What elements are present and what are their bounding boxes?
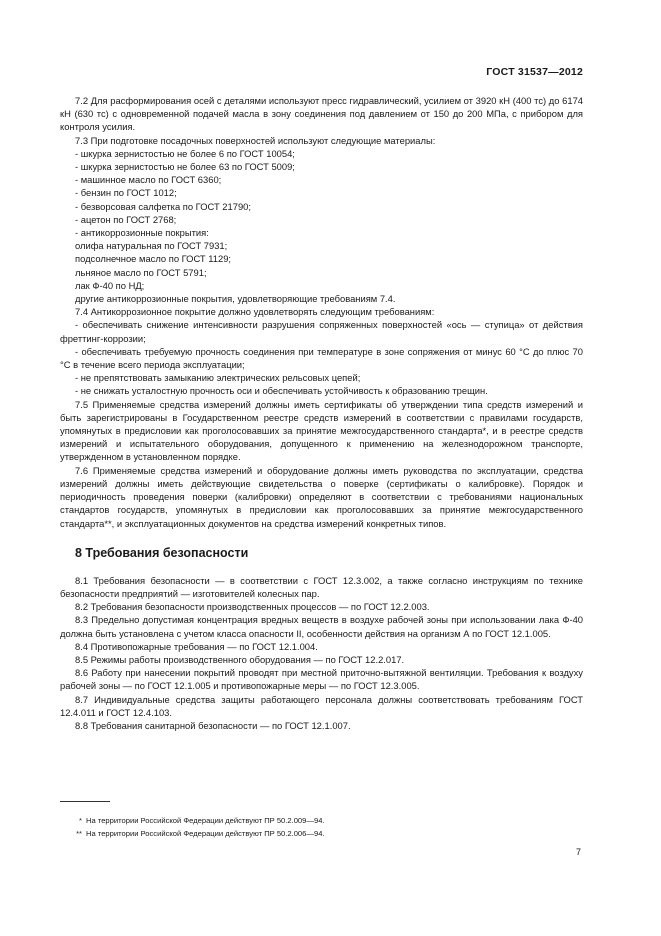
paragraph-7-2: 7.2 Для расформирования осей с деталями используют пресс гидравлический, усилием от 3920 кН (400 тс) до 6174 кН (630 тс) с одновременной подачей масла в зону соединения под давлением от 150 до 200 МПа, с прибором для контроля усилия. [60, 95, 583, 133]
list-item: - ацетон по ГОСТ 2768; [75, 213, 177, 225]
footnote-divider [60, 801, 110, 802]
coating-item: олифа натуральная по ГОСТ 7931; [75, 240, 228, 252]
paragraph-8-7: 8.7 Индивидуальные средства защиты работающего персонала должны соответствовать требованиям ГОСТ 12.4.011 и ГОСТ 12.4.103. [60, 693, 583, 718]
paragraph-8-5: 8.5 Режимы работы производственного оборудования — по ГОСТ 12.2.017. [75, 653, 405, 665]
coating-item: подсолнечное масло по ГОСТ 1129; [75, 253, 232, 265]
list-item: - бензин по ГОСТ 1012; [75, 187, 177, 199]
paragraph-7-4: 7.4 Антикоррозионное покрытие должно удовлетворять следующим требованиям: [75, 306, 435, 318]
footnote-mark: ** [76, 829, 82, 838]
page-number: 7 [575, 847, 581, 857]
footnote-text: На территории Российской Федерации действуют ПР 50.2.006—94. [86, 829, 325, 838]
list-item: - шкурка зернистостью не более 6 по ГОСТ 10054; [75, 147, 295, 159]
paragraph-7-6: 7.6 Применяемые средства измерений и оборудование должны иметь руководства по эксплуатации, средства измерений должны иметь действующие свидетельства о поверке (сертификаты о калибровке). Порядок и периодичность проведения поверки (калибровки) определяют в соответствии с требованиями национальных стандартов государств, упомянутых в предисловии как проголосовавших за принятие межгосударственного стандарта**, и эксплуатационных документов на средства измерений конкретных типов. [60, 464, 583, 529]
document-code: ГОСТ 31537—2012 [486, 66, 583, 78]
list-item: - не снижать усталостную прочность оси и обеспечивать устойчивость к образованию трещин. [75, 385, 488, 397]
list-item: - шкурка зернистостью не более 63 по ГОСТ 5009; [75, 161, 295, 173]
paragraph-8-3: 8.3 Предельно допустимая концентрация вредных веществ в воздухе рабочей зоны при использовании лака Ф-40 должна быть установлена с учетом класса опасности II, особенности действия на организм А по ГОСТ 12.1.005. [60, 614, 583, 639]
list-item: - обеспечивать требуемую прочность соединения при температуре в зоне сопряжения от минус 60 °С до плюс 70 °С в течение всего периода эксплуатации; [60, 345, 583, 371]
section-8-heading: 8 Требования безопасности [75, 545, 249, 560]
paragraph-8-2: 8.2 Требования безопасности производственных процессов — по ГОСТ 12.2.003. [75, 601, 430, 613]
footnote [60, 827, 583, 840]
coating-item: другие антикоррозионные покрытия, удовлетворяющие требованиям 7.4. [75, 293, 396, 305]
list-item: - антикоррозионные покрытия: [75, 227, 209, 239]
list-item: - обеспечивать снижение интенсивности разрушения сопряженных поверхностей «ось — ступица» от действия фреттинг-коррозии; [60, 319, 583, 344]
page-body [60, 94, 583, 732]
footnotes [60, 814, 583, 840]
footnote-text: На территории Российской Федерации действуют ПР 50.2.009—94. [86, 816, 325, 825]
list-item: - безворсовая салфетка по ГОСТ 21790; [75, 200, 251, 212]
paragraph-8-4: 8.4 Противопожарные требования — по ГОСТ 12.1.004. [75, 640, 318, 652]
footnote [60, 814, 583, 827]
coating-item: льняное масло по ГОСТ 5791; [75, 266, 207, 278]
paragraph-8-1: 8.1 Требования безопасности — в соответствии с ГОСТ 12.3.002, а также согласно инструкциям по технике безопасности предприятий — изготовителей колесных пар. [60, 574, 583, 599]
paragraph-8-6: 8.6 Работу при нанесении покрытий проводят при местной приточно-вытяжной вентиляции. Требования к воздуху рабочей зоны — по ГОСТ 12.1.005 и противопожарные меры — по ГОСТ 12.3.005. [60, 667, 583, 692]
paragraph-8-8: 8.8 Требования санитарной безопасности — по ГОСТ 12.1.007. [75, 719, 351, 731]
list-item: - машинное масло по ГОСТ 6360; [75, 174, 222, 186]
list-item: - не препятствовать замыканию электрических рельсовых цепей; [75, 372, 361, 384]
footnote-mark: * [79, 816, 82, 825]
coating-item: лак Ф-40 по НД; [75, 279, 145, 291]
paragraph-7-5: 7.5 Применяемые средства измерений должны иметь сертификаты об утверждении типа средств измерений и быть зарегистрированы в Государственном реестре средств измерений в соответствии с правилами государств, упомянутых в предисловии как проголосовавших за принятие межгосударственного стандарта*, и в реестре средств измерений и испытательного оборудования, допущенного к применению на железнодорожном транспорте, утвержденном в установленном порядке. [60, 398, 583, 463]
paragraph-7-3: 7.3 При подготовке посадочных поверхностей используют следующие материалы: [75, 134, 436, 146]
